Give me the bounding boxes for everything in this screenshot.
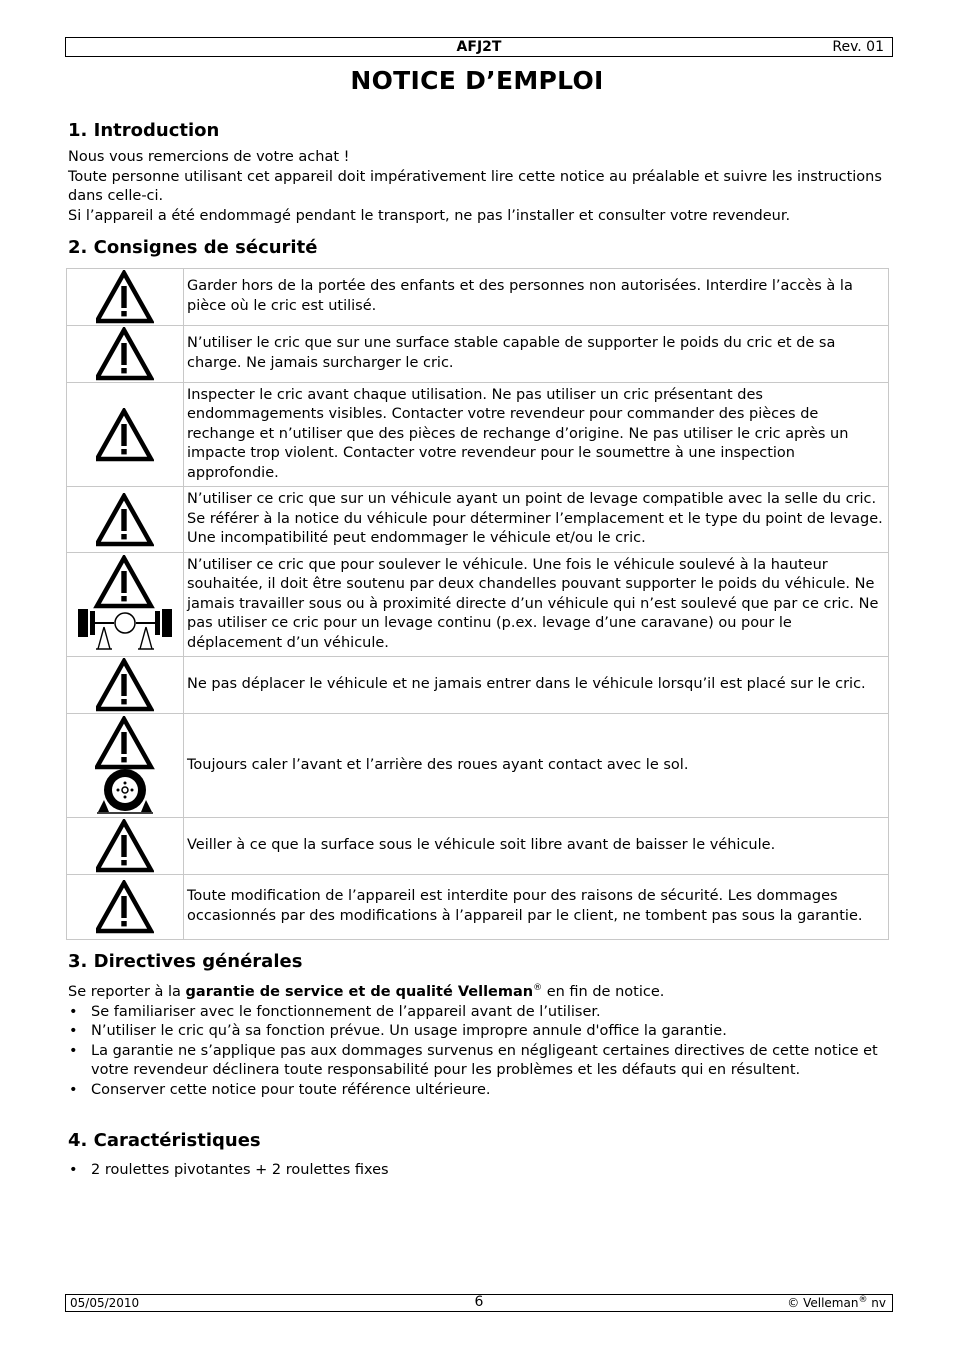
warning-axle-stands-icon: [67, 553, 184, 657]
intro-paragraph: Si l’appareil a été endommagé pendant le transport, ne pas l’installer et consulter votre revendeur.: [68, 207, 791, 224]
intro-paragraph: Toute personne utilisant cet appareil doit impérativement lire cette notice au préalable et suivre les instructions dans celle-ci.: [68, 168, 882, 205]
safety-text: Toute modification de l’appareil est interdite pour des raisons de sécurité. Les dommages occasionnés par des modifications à l’appareil par le client, ne tombent pas sous la garantie.: [184, 875, 889, 940]
list-item: • 2 roulettes pivotantes + 2 roulettes fixes: [68, 1161, 888, 1181]
safety-row: [67, 553, 889, 657]
safety-text: Toujours caler l’avant et l’arrière des roues ayant contact avec le sol.: [184, 714, 889, 818]
footer-copyright: © Velleman® nv: [787, 1295, 886, 1310]
warning-triangle-icon: [67, 326, 184, 383]
safety-row: [67, 657, 889, 714]
safety-row: [67, 875, 889, 940]
footer-date: 05/05/2010: [70, 1296, 140, 1310]
characteristics-list: [68, 1161, 888, 1181]
page-footer: [65, 1294, 893, 1312]
page-header: [65, 37, 893, 57]
characteristics-heading: 4. Caractéristiques: [68, 1130, 261, 1151]
list-item: • Conserver cette notice pour toute référence ultérieure.: [68, 1081, 888, 1101]
directives-intro: Se reporter à la garantie de service et de qualité Velleman® en fin de notice.: [68, 983, 665, 1000]
safety-row: [67, 383, 889, 487]
characteristics-section: [68, 1130, 888, 1181]
intro-paragraph: Nous vous remercions de votre achat !: [68, 149, 350, 165]
directives-section: [68, 951, 888, 1101]
list-item: • Se familiariser avec le fonctionnement de l’appareil avant de l’utiliser.: [68, 1003, 888, 1023]
warning-triangle-icon: [67, 487, 184, 553]
safety-text: N’utiliser le cric que sur une surface stable capable de supporter le poids du cric et de sa charge. Ne jamais surcharger le cric.: [184, 326, 889, 383]
safety-table: [66, 268, 889, 940]
safety-row: [67, 714, 889, 818]
page-number: 6: [474, 1294, 484, 1310]
warning-triangle-icon: [67, 269, 184, 326]
introduction-heading: 1. Introduction: [68, 120, 220, 141]
safety-row: [67, 818, 889, 875]
revision-label: Rev. 01: [832, 39, 884, 55]
safety-text: Inspecter le cric avant chaque utilisation. Ne pas utiliser un cric présentant des endommagements visibles. Contacter votre revendeur pour commander des pièces de rechange et n’utiliser que des pièces de rechange d’origine. Ne pas utiliser le cric après un impacte trop violent. Contacter votre revendeur pour le soumettre à une inspection approfondie.: [184, 383, 889, 487]
safety-text: N’utiliser ce cric que sur un véhicule ayant un point de levage compatible avec la selle du cric. Se référer à la notice du véhicule pour déterminer l’emplacement et le type du point de levage. Une incompatibilité peut endommager le véhicule et/ou le cric.: [184, 487, 889, 553]
list-item: • La garantie ne s’applique pas aux dommages survenus en négligeant certaines directives de cette notice et votre revendeur déclinera toute responsabilité pour les problèmes et les défauts qui en résultent.: [68, 1042, 888, 1081]
directives-list: [68, 1003, 888, 1101]
warning-triangle-icon: [67, 875, 184, 940]
safety-text: Garder hors de la portée des enfants et des personnes non autorisées. Interdire l’accès à la pièce où le cric est utilisé.: [184, 269, 889, 326]
safety-section: [68, 237, 888, 258]
document-title: NOTICE D’EMPLOI: [350, 66, 604, 95]
list-item: • N’utiliser le cric qu’à sa fonction prévue. Un usage impropre annule d'office la garantie.: [68, 1022, 888, 1042]
safety-text: Ne pas déplacer le véhicule et ne jamais entrer dans le véhicule lorsqu’il est placé sur le cric.: [184, 657, 889, 714]
warranty-reference: garantie de service et de qualité Velleman: [185, 984, 534, 1000]
warning-triangle-icon: [67, 818, 184, 875]
safety-row: [67, 487, 889, 553]
model-number: AFJ2T: [456, 39, 502, 55]
introduction-section: [68, 120, 888, 226]
safety-text: N’utiliser ce cric que pour soulever le véhicule. Une fois le véhicule soulevé à la hauteur souhaitée, il doit être soutenu par deux chandelles pouvant supporter le poids du véhicule. Ne jamais travailler sous ou à proximité directe d’un véhicule qui n’est soulevé que par ce cric. Ne pas utiliser ce cric pour un levage continu (p.ex. levage d’une caravane) ou pour le déplacement d’un véhicule.: [184, 553, 889, 657]
safety-row: [67, 269, 889, 326]
safety-text: Veiller à ce que la surface sous le véhicule soit libre avant de baisser le véhicule.: [184, 818, 889, 875]
safety-row: [67, 326, 889, 383]
warning-triangle-icon: [67, 657, 184, 714]
warning-triangle-icon: [67, 383, 184, 487]
safety-heading: 2. Consignes de sécurité: [68, 237, 318, 258]
warning-wheel-chock-icon: [67, 714, 184, 818]
directives-heading: 3. Directives générales: [68, 951, 303, 972]
